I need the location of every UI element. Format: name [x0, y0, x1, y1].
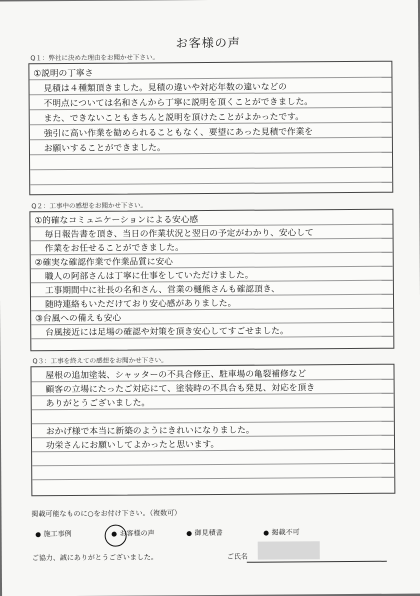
name-line [247, 561, 387, 563]
q2-label: Q２：工事中の感想をお聞かせ下さい。 [31, 201, 148, 211]
option-estimate[interactable] [187, 528, 223, 538]
q2-line: ①的確なコミュニケーションによる安心感 [34, 215, 199, 227]
option-case-study[interactable] [36, 529, 72, 539]
q1-line: ①説明の丁寧さ [33, 68, 94, 80]
q2-answer-box [29, 209, 394, 352]
q1-line: お願いすることができました。 [43, 143, 166, 155]
page-title: お客様の声 [175, 35, 241, 51]
option-no-publication[interactable] [264, 527, 300, 537]
q3-line: ありがとうございました。 [45, 398, 151, 410]
q2-line: 随時連絡もいただけており安心感がありました。 [45, 298, 237, 311]
q1-line: 強引に高い作業を勧められることもなく、要望にあった見積で作業を [43, 127, 314, 140]
q3-line: 顧客の立場にたったご対応にて、塗装時の不具合も発見、対応を頂き [45, 383, 316, 396]
bullet-icon [36, 532, 41, 537]
q2-line: 工事期間中に社長の名和さん、営業の樋熊さんも確認頂き、 [44, 284, 280, 297]
name-label: ご氏名 [226, 552, 248, 561]
q2-line: ③台風への備えも安心 [35, 313, 122, 325]
q2-line: 台風接近には足場の確認や対策を頂き安心してすごせました。 [45, 326, 289, 339]
q1-line: また、できないこともきちんと説明を頂けたことがよかったです。 [43, 112, 304, 125]
q2-line: ②確実な確認作業で作業品質に安心 [34, 257, 174, 269]
option-label: お客様の声 [119, 529, 155, 538]
q2-line: 作業をお任せることができました。 [44, 243, 184, 255]
bullet-icon [264, 530, 269, 535]
circled-mark-icon [105, 524, 127, 546]
q1-label: Q１：弊社に決めた理由をお聞かせ下さい。 [30, 53, 159, 63]
q1-line: 見積は４種類頂きました。見積の違いや対応年数の違いなどの [43, 82, 288, 95]
bullet-icon [187, 531, 192, 536]
q3-label: Q３：工事を終えての感想をお聞かせ下さい。 [32, 356, 168, 366]
option-label: 御見積書 [194, 528, 223, 538]
option-label: 施工事例 [43, 529, 72, 539]
thanks-message: ご協力、誠にありがとうございました。 [31, 553, 158, 563]
q3-line: 屋根の追加塗装、シャッターの不具合修正、駐車場の亀裂補修など [45, 369, 307, 382]
q3-answer-box [30, 364, 395, 497]
option-label: 掲載不可 [271, 528, 300, 537]
permission-label: 掲載可能なものに○をお付け下さい。（複数可） [31, 509, 182, 519]
q3-line: 功栄さんにお願いしてよかったと思います。 [45, 439, 220, 452]
q1-line: 不明点については名和さんから丁寧に説明を頂くことができました。 [43, 97, 314, 110]
q2-line: 毎日報告書を頂き、当日の作業状況と翌日の予定がわかり、安心して [44, 228, 314, 241]
redacted-name [258, 541, 320, 559]
option-customer-voice[interactable] [112, 528, 155, 538]
q3-line: おかげ様で本当に新築のようにきれいになりました。 [45, 425, 255, 438]
q1-answer-box [28, 61, 393, 196]
q2-line: 職人の阿部さんは丁寧に仕事をしていただけました。 [44, 270, 254, 283]
